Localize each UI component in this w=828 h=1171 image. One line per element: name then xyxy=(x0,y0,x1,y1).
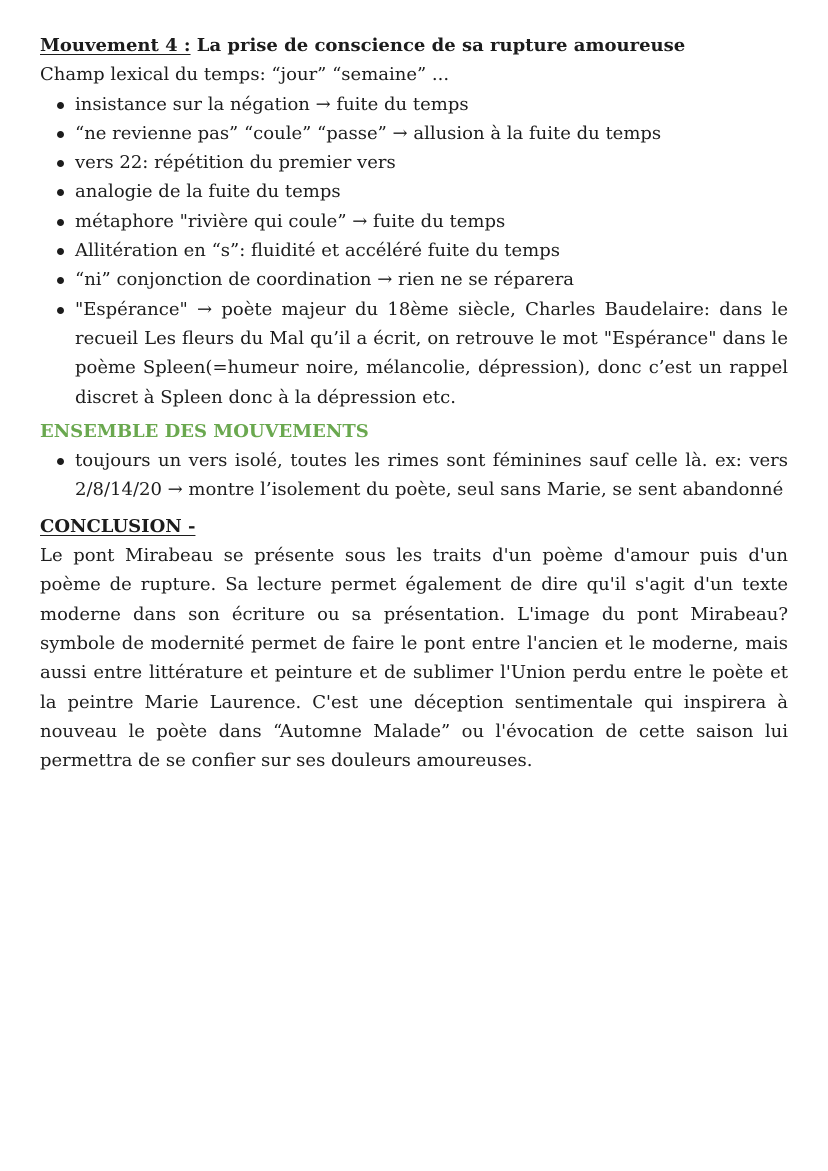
mouvement4-heading xyxy=(40,31,788,60)
bullet-icon xyxy=(57,189,64,196)
bullet-icon xyxy=(57,307,64,314)
bullet-icon xyxy=(57,102,64,109)
list-item-text: toujours un vers isolé, toutes les rimes sont féminines sauf celle là. ex: vers 2/8/14/20 → montre l’isolement du poète, seul sans Marie, se sent abandonné xyxy=(75,450,788,501)
list-item xyxy=(40,148,788,177)
bullet-icon xyxy=(57,277,64,284)
list-item-text: métaphore "rivière qui coule” → fuite du temps xyxy=(75,210,506,232)
document-page xyxy=(40,31,788,775)
bullet-icon xyxy=(57,458,64,465)
bullet-icon xyxy=(57,219,64,226)
mouvement4-heading-title: La prise de conscience de sa rupture amoureuse xyxy=(190,35,686,56)
list-item xyxy=(40,119,788,148)
list-item-text: vers 22: répétition du premier vers xyxy=(75,152,396,174)
ensemble-bullet-list xyxy=(40,446,788,505)
list-item-text: insistance sur la négation → fuite du temps xyxy=(75,93,469,115)
list-item-text: Allitération en “s”: fluidité et accéléré fuite du temps xyxy=(75,240,560,262)
conclusion-heading: CONCLUSION - xyxy=(40,515,196,537)
mouvement4-intro: Champ lexical du temps: “jour” “semaine” ... xyxy=(40,64,450,86)
list-item xyxy=(40,295,788,412)
list-item xyxy=(40,265,788,294)
list-item xyxy=(40,90,788,119)
list-item-text: “ni” conjonction de coordination → rien ne se réparera xyxy=(75,269,575,291)
list-item-text: analogie de la fuite du temps xyxy=(75,181,341,203)
bullet-icon xyxy=(57,131,64,138)
ensemble-heading: ENSEMBLE DES MOUVEMENTS xyxy=(40,420,369,442)
list-item-text: "Espérance" → poète majeur du 18ème siècle, Charles Baudelaire: dans le recueil Les fleurs du Mal qu’il a écrit, on retrouve le mot "Espérance" dans le poème Spleen(=humeur noire, mélancolie, dépression), donc c’est un rappel discret à Spleen donc à la dépression etc. xyxy=(75,298,788,408)
mouvement4-bullet-list xyxy=(40,90,788,412)
list-item xyxy=(40,177,788,206)
list-item-text: “ne revienne pas” “coule” “passe” → allusion à la fuite du temps xyxy=(75,122,662,144)
mouvement4-heading-label: Mouvement 4 : xyxy=(40,35,191,56)
conclusion-paragraph: Le pont Mirabeau se présente sous les traits d'un poème d'amour puis d'un poème de rupture. Sa lecture permet également de dire qu'il s'agit d'un texte moderne dans son écriture ou sa présentation. L'image du pont Mirabeau? symbole de modernité permet de faire le pont entre l'ancien et le moderne, mais aussi entre littérature et peinture et de sublimer l'Union perdu entre le poète et la peintre Marie Laurence. C'est une déception sentimentale qui inspirera à nouveau le poète dans “Automne Malade” ou l'évocation de cette saison lui permettra de se confier sur ses douleurs amoureuses. xyxy=(40,545,788,772)
list-item xyxy=(40,207,788,236)
list-item xyxy=(40,236,788,265)
bullet-icon xyxy=(57,160,64,167)
bullet-icon xyxy=(57,248,64,255)
list-item xyxy=(40,446,788,505)
